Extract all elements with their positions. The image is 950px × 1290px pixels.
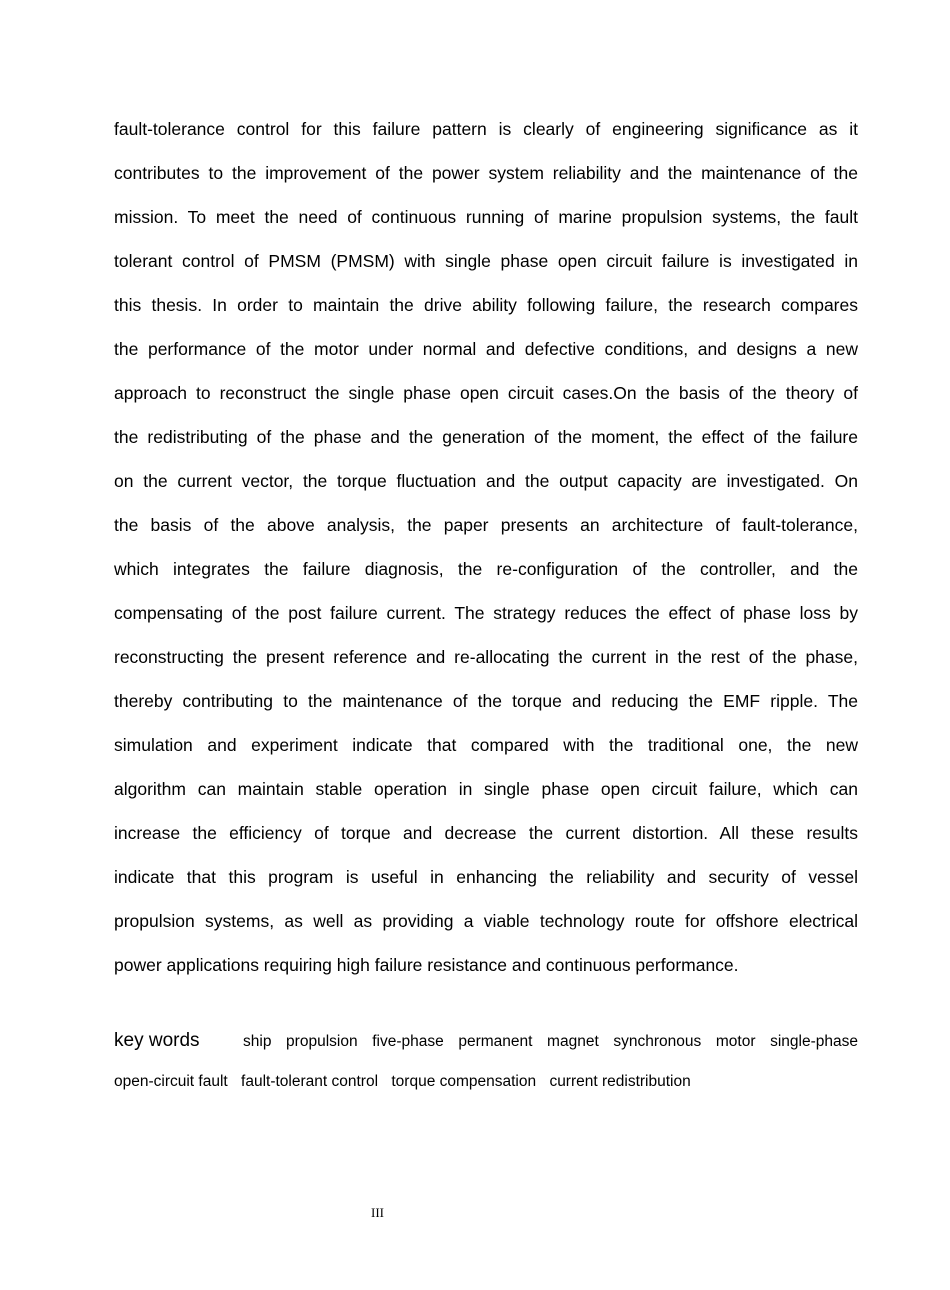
abstract-line: fault-tolerance control for this failure pattern is clearly of engineering significance as it bbox=[114, 119, 858, 139]
abstract-line: this thesis. In order to maintain the drive ability following failure, the research compares bbox=[114, 295, 858, 315]
abstract-line: propulsion systems, as well as providing a viable technology route for offshore electrical bbox=[114, 911, 858, 931]
keyword: five-phase permanent magnet synchronous motor bbox=[372, 1033, 756, 1050]
abstract-line: thereby contributing to the maintenance of the torque and reducing the EMF ripple. The bbox=[114, 691, 858, 711]
keyword: fault-tolerant control bbox=[241, 1073, 379, 1090]
abstract-line: simulation and experiment indicate that compared with the traditional one, the new bbox=[114, 735, 858, 755]
keywords-label: key words bbox=[114, 1030, 200, 1051]
abstract-line: contributes to the improvement of the power system reliability and the maintenance of the bbox=[114, 163, 858, 183]
keyword: torque compensation bbox=[391, 1073, 537, 1090]
abstract-line: the redistributing of the phase and the generation of the moment, the effect of the failure bbox=[114, 427, 858, 447]
abstract-line: algorithm can maintain stable operation in single phase open circuit failure, which can bbox=[114, 779, 858, 799]
abstract-line: the performance of the motor under normal and defective conditions, and designs a new bbox=[114, 339, 858, 359]
keywords-line-1 bbox=[114, 1030, 858, 1060]
abstract-line: approach to reconstruct the single phase open circuit cases.On the basis of the theory of bbox=[114, 383, 858, 403]
abstract-line: on the current vector, the torque fluctuation and the output capacity are investigated. On bbox=[114, 471, 858, 491]
abstract-line: the basis of the above analysis, the paper presents an architecture of fault-tolerance, bbox=[114, 515, 858, 535]
abstract-line: indicate that this program is useful in enhancing the reliability and security of vessel bbox=[114, 867, 858, 887]
keyword: ship propulsion bbox=[243, 1033, 358, 1050]
abstract-line: mission. To meet the need of continuous running of marine propulsion systems, the fault bbox=[114, 207, 858, 227]
abstract-line: reconstructing the present reference and re-allocating the current in the rest of the phase, bbox=[114, 647, 858, 667]
abstract-line: compensating of the post failure current. The strategy reduces the effect of phase loss by bbox=[114, 603, 858, 623]
abstract-body bbox=[114, 114, 858, 994]
abstract-line: increase the efficiency of torque and decrease the current distortion. All these results bbox=[114, 823, 858, 843]
page-number: III bbox=[371, 1205, 384, 1220]
keywords-line-2 bbox=[114, 1073, 858, 1091]
keywords-list-line-1 bbox=[243, 1033, 858, 1051]
abstract-line: tolerant control of PMSM (PMSM) with single phase open circuit failure is investigated in bbox=[114, 251, 858, 271]
keywords-section bbox=[114, 1030, 858, 1091]
keyword: current redistribution bbox=[549, 1073, 691, 1090]
abstract-line: power applications requiring high failure resistance and continuous performance. bbox=[114, 955, 739, 975]
keyword-fragment: open-circuit fault bbox=[114, 1073, 228, 1090]
abstract-line: which integrates the failure diagnosis, the re-configuration of the controller, and the bbox=[114, 559, 858, 579]
keyword-fragment: single-phase bbox=[770, 1033, 859, 1050]
